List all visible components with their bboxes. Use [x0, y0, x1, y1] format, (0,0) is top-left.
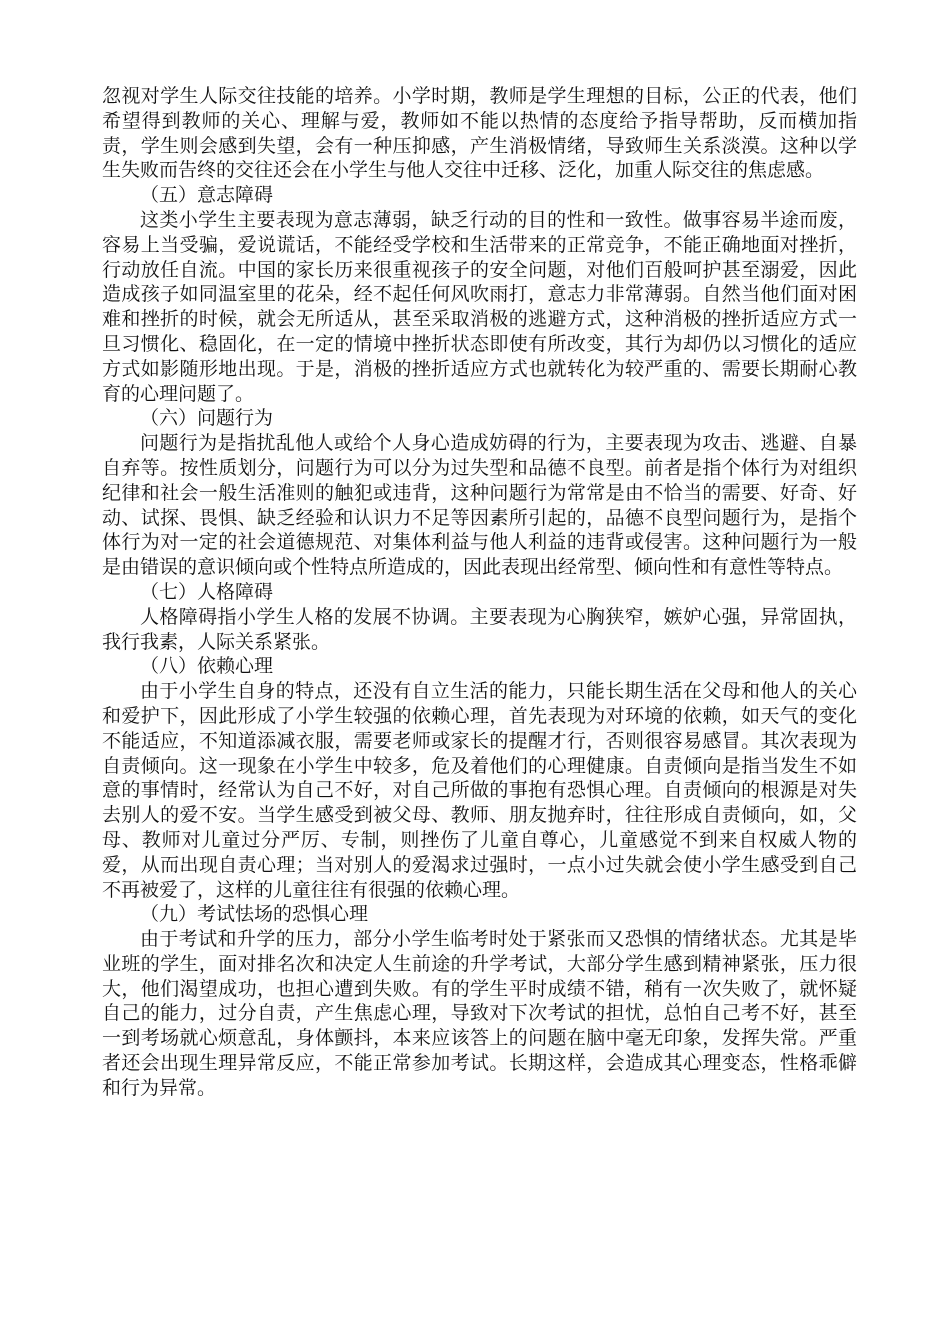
paragraph-exam-anxiety: 由于考试和升学的压力，部分小学生临考时处于紧张而又恐惧的情绪状态。尤其是毕业班的学生，面对排名次和决定人生前途的升学考试，大部分学生感到精神紧张，压力很大，他们渴望成功，也担心遭到失败。有的学生平时成绩不错，稍有一次失败了，就怀疑自己的能力，过分自责，产生焦虑心理，导致对下次考试的担忧，总怕自己考不好，甚至一到考场就心烦意乱，身体颤抖，本来应该答上的问题在脑中毫无印象，发挥失常。严重者还会出现生理异常反应，不能正常参加考试。长期这样，会造成其心理变态，性格乖僻和行为异常。	[102, 928, 857, 1099]
paragraph-problem-behavior: 问题行为是指扰乱他人或给个人身心造成妨碍的行为，主要表现为攻击、逃避、自暴自弃等。按性质划分，问题行为可以分为过失型和品德不良型。前者是指个体行为对组织纪律和社会一般生活准则的触犯或违背，这种问题行为常常是由不恰当的需要、好奇、好动、试探、畏惧、缺乏经验和认识力不足等因素所引起的，品德不良型问题行为，是指个体行为对一定的社会道德规范、对集体利益与他人利益的违背或侵害。这种问题行为一般是由错误的意识倾向或个性特点所造成的，因此表现出经常型、倾向性和有意性等特点。	[102, 432, 857, 579]
heading-exam-anxiety: （九）考试怯场的恐惧心理	[140, 903, 369, 926]
paragraph-dependence: 由于小学生自身的特点，还没有自立生活的能力，只能长期生活在父母和他人的关心和爱护下，因此形成了小学生较强的依赖心理，首先表现为对环境的依赖，如天气的变化不能适应，不知道添减衣服，需要老师或家长的提醒才行，否则很容易感冒。其次表现为自责倾向。这一现象在小学生中较多，危及着他们的心理健康。自责倾向是指当发生不如意的事情时，经常认为自己不好，对自己所做的事抱有恐惧心理。自责倾向的根源是对失去别人的爱不安。当学生感受到被父母、教师、朋友抛弃时，往往形成自责倾向，如，父母、教师对儿童过分严厉、专制，则挫伤了儿童自尊心，儿童感觉不到来自权威人物的爱，从而出现自责心理；当对别人的爱渴求过强时，一点小过失就会使小学生感受到自己不再被爱了，这样的儿童往往有很强的依赖心理。	[102, 680, 857, 901]
paragraph-interpersonal-continued: 忽视对学生人际交往技能的培养。小学时期，教师是学生理想的目标，公正的代表，他们希望得到教师的关心、理解与爱，教师如不能以热情的态度给予指导帮助，反而横加指责，学生则会感到失望，会有一种压抑感，产生消极情绪，导致师生关系淡漠。这种以学生失败而告终的交往还会在小学生与他人交往中迁移、泛化，加重人际交往的焦虑感。	[102, 85, 857, 182]
heading-willpower-disorder: （五）意志障碍	[140, 184, 274, 207]
heading-dependence: （八）依赖心理	[140, 655, 274, 678]
paragraph-personality-disorder: 人格障碍指小学生人格的发展不协调。主要表现为心胸狭窄，嫉妒心强，异常固执，我行我素，人际关系紧张。	[102, 605, 857, 653]
heading-problem-behavior: （六）问题行为	[140, 407, 274, 430]
paragraph-willpower-disorder: 这类小学生主要表现为意志薄弱，缺乏行动的目的性和一致性。做事容易半途而废，容易上当受骗，爱说谎话，不能经受学校和生活带来的正常竞争，不能正确地面对挫折，行动放任自流。中国的家长历来很重视孩子的安全问题，对他们百般呵护甚至溺爱，因此造成孩子如同温室里的花朵，经不起任何风吹雨打，意志力非常薄弱。自然当他们面对困难和挫折的时候，就会无所适从，甚至采取消极的逃避方式，这种消极的挫折适应方式一旦习惯化、稳固化，在一定的情境中挫折状态即使有所改变，其行为却仍以习惯化的适应方式如影随形地出现。于是，消极的挫折适应方式也就转化为较严重的、需要长期耐心教育的心理问题了。	[102, 208, 857, 405]
heading-personality-disorder: （七）人格障碍	[140, 580, 274, 603]
document-page	[102, 84, 857, 1101]
